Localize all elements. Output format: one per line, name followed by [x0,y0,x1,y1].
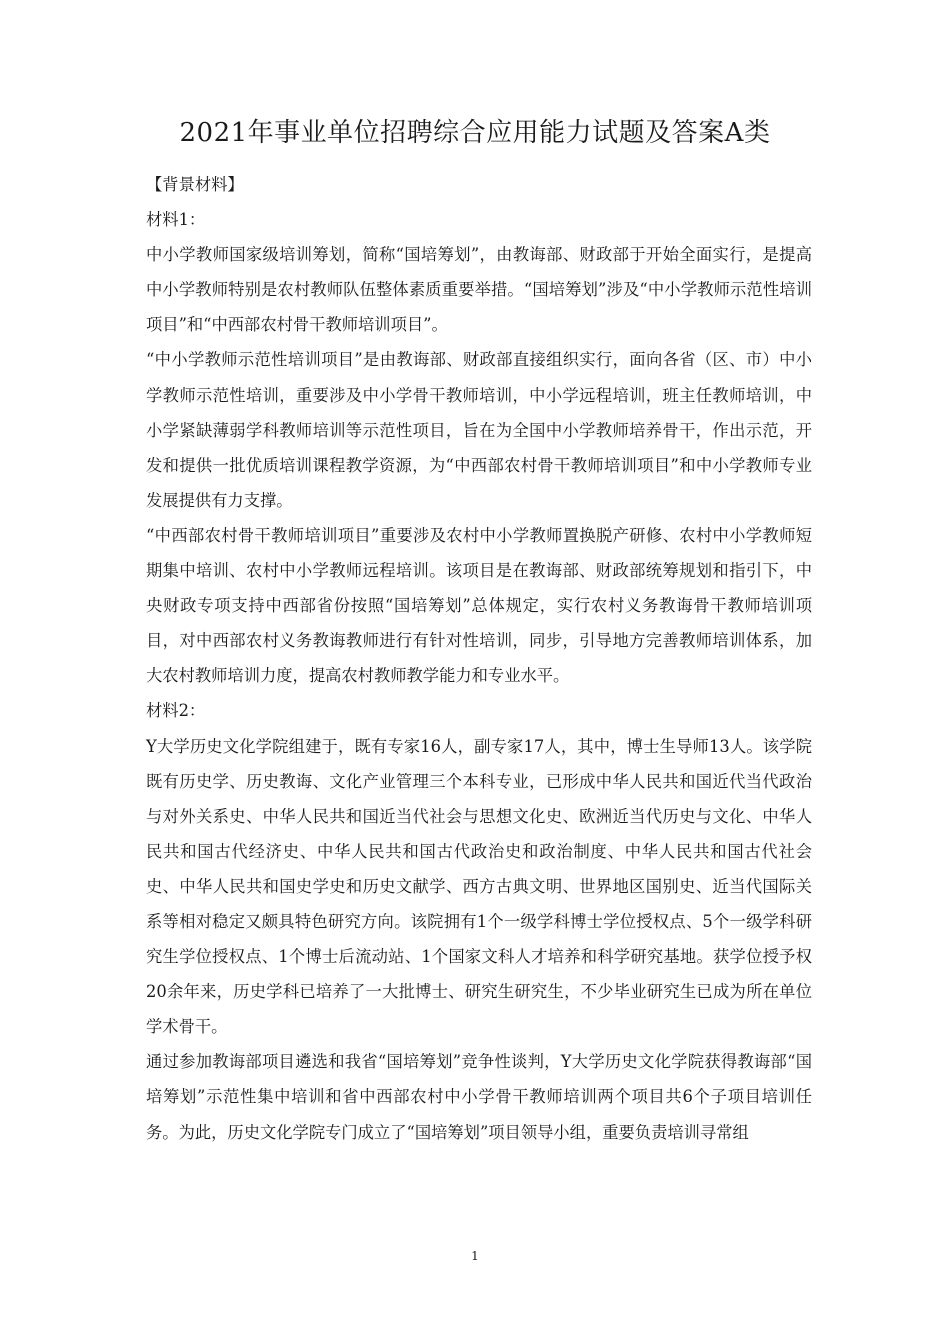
section-heading-background: 【背景材料】 [146,175,244,194]
body-paragraph: “中小学教师示范性培训项目”是由教诲部、财政部直接组织实行，面向各省（区、市）中小学教师示范性培训，重要涉及中小学骨干教师培训，中小学远程培训，班主任教师培训，中小学紧缺薄弱学科教师培训等示范性项目，旨在为全国中小学教师培养骨干，作出示范，开发和提供一批优质培训课程教学资源，为“中西部农村骨干教师培训项目”和中小学教师专业发展提供有力支撑。 [146,350,812,510]
material-1-label: 材料1： [146,210,206,230]
body-paragraph: “中西部农村骨干教师培训项目”重要涉及农村中小学教师置换脱产研修、农村中小学教师短期集中培训、农村中小学教师远程培训。该项目是在教诲部、财政部统筹规划和指引下，中央财政专项支持中西部省份按照“国培筹划”总体规定，实行农村义务教诲骨干教师培训项目，对中西部农村义务教诲教师进行有针对性培训，同步，引导地方完善教师培训体系，加大农村教师培训力度，提高农村教师教学能力和专业水平。 [146,525,812,686]
document-body [146,167,812,1150]
page-number: 1 [471,1249,479,1263]
body-paragraph: 通过参加教诲部项目遴选和我省“国培筹划”竞争性谈判，Y大学历史文化学院获得教诲部“国培筹划”示范性集中培训和省中西部农村中小学骨干教师培训两个项目共6个子项目培训任务。为此，历史文化学院专门成立了“国培筹划”项目领导小组，重要负责培训寻常组 [146,1052,812,1142]
material-2-label: 材料2： [146,701,206,721]
document-title: 2021年事业单位招聘综合应用能力试题及答案A类 [179,118,771,148]
body-paragraph: 中小学教师国家级培训筹划，简称“国培筹划”，由教诲部、财政部于开始全面实行，是提高中小学教师特别是农村教师队伍整体素质重要举措。“国培筹划”涉及“中小学教师示范性培训项目”和“中西部农村骨干教师培训项目”。 [146,245,812,335]
body-paragraph: Y大学历史文化学院组建于，既有专家16人，副专家17人，其中，博士生导师13人。该学院既有历史学、历史教诲、文化产业管理三个本科专业，已形成中华人民共和国近代当代政治与对外关系史、中华人民共和国近当代社会与思想文化史、欧洲近当代历史与文化、中华人民共和国古代经济史、中华人民共和国古代政治史和政治制度、中华人民共和国古代社会史、中华人民共和国史学史和历史文献学、西方古典文明、世界地区国别史、近当代国际关系等相对稳定又颇具特色研究方向。该院拥有1个一级学科博士学位授权点、5个一级学科研究生学位授权点、1个博士后流动站、1个国家文科人才培养和科学研究基地。获学位授予权20余年来，历史学科已培养了一大批博士、研究生研究生，不少毕业研究生已成为所在单位学术骨干。 [146,736,812,1037]
